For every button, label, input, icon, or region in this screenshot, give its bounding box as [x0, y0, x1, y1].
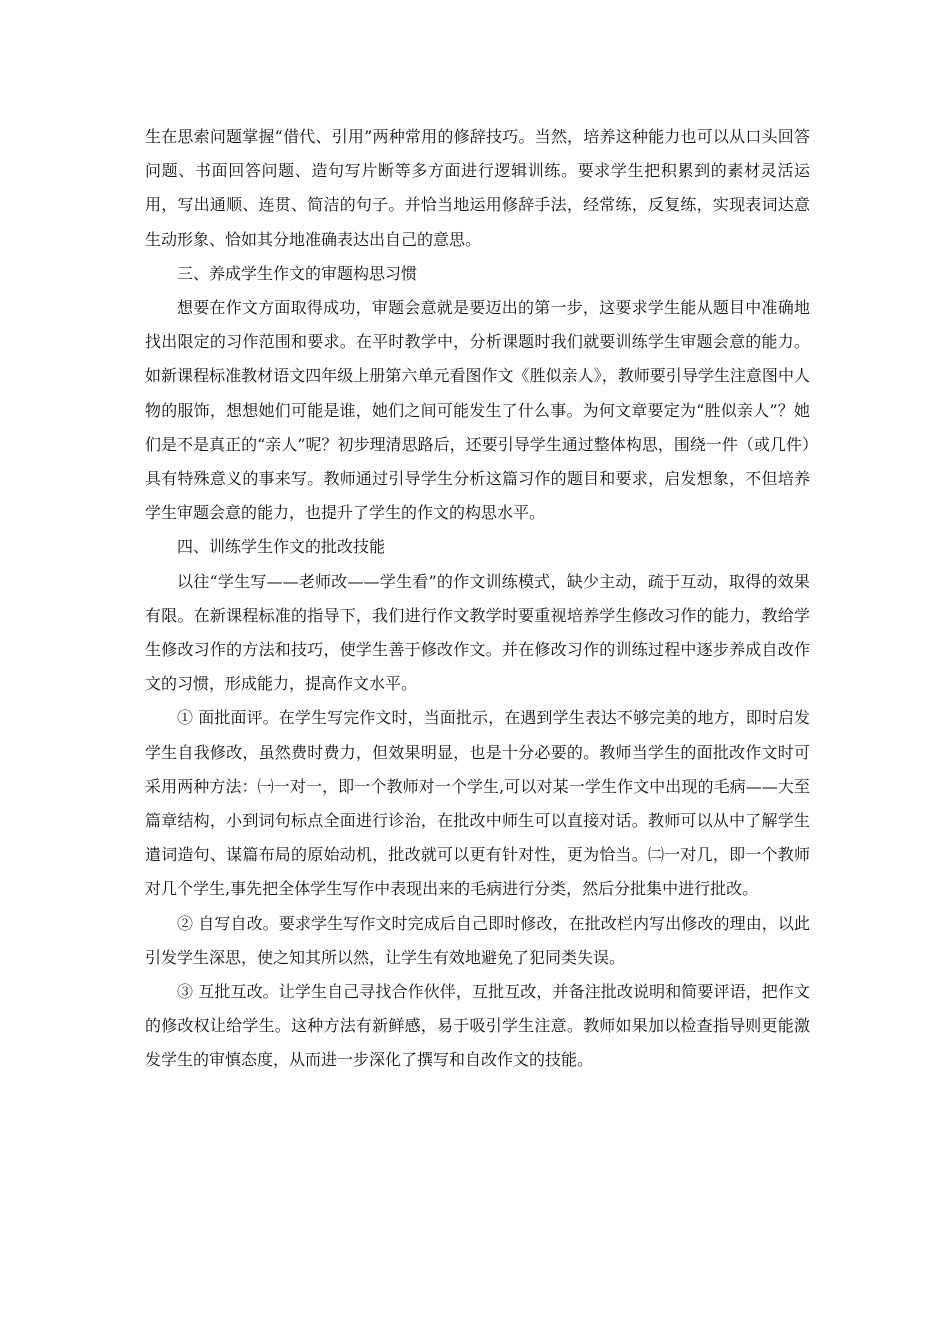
paragraph-face-to-face-review: ① 面批面评。在学生写完作文时，当面批示，在遇到学生表达不够完美的地方，即时启发学生自我修改，虽然费时费力，但效果明显，也是十分必要的。教师当学生的面批改作文时可采用两种方法：㈠一对一，即一个教师对一个学生,可以对某一学生作文中出现的毛病——大至篇章结构，小到词句标点全面进行诊治，在批改中师生可以直接对话。教师可以从中了解学生遣词造句、谋篇布局的原始动机，批改就可以更有针对性，更为恰当。㈡一对几，即一个教师对几个学生,事先把全体学生写作中表现出来的毛病进行分类，然后分批集中进行批改。	[145, 708, 810, 899]
paragraph-rhetoric-continuation: 生在思索问题掌握“借代、引用”两种常用的修辞技巧。当然，培养这种能力也可以从口头回答问题、书面回答问题、造句写片断等多方面进行逻辑训练。要求学生把积累到的素材灵活运用，写出通顺、连贯、简洁的句子。并恰当地运用修辞手法，经常练，反复练，实现表词达意生动形象、恰如其分地准确表达出自己的意思。	[145, 127, 810, 249]
paragraph-revision-intro: 以往“学生写——老师改——学生看”的作文训练模式，缺少主动，疏于互动，取得的效果有限。在新课程标准的指导下，我们进行作文教学时要重视培养学生修改习作的能力，教给学生修改习作的方法和技巧，使学生善于修改作文。并在修改习作的训练过程中逐步养成自改作文的习惯，形成能力，提高作文水平。	[145, 571, 810, 694]
section-heading-3: 三、养成学生作文的审题构思习惯	[177, 263, 418, 283]
paragraph-topic-review: 想要在作文方面取得成功，审题会意就是要迈出的第一步，这要求学生能从题目中准确地找出限定的习作范围和要求。在平时教学中，分析课题时我们就要训练学生审题会意的能力。如新课程标准教材语文四年级上册第六单元看图作文《胜似亲人》，教师要引导学生注意图中人物的服饰，想想她们可能是谁，她们之间可能发生了什么事。为何文章要定为“胜似亲人”？她们是不是真正的“亲人”呢？初步理清思路后，还要引导学生通过整体构思，围绕一件（或几件）具有特殊意义的事来写。教师通过引导学生分析这篇习作的题目和要求，启发想象，不但培养学生审题会意的能力，也提升了学生的作文的构思水平。	[145, 298, 810, 523]
document-page	[145, 120, 810, 1078]
paragraph-self-revision: ② 自写自改。要求学生写作文时完成后自己即时修改，在批改栏内写出修改的理由，以此引发学生深思，使之知其所以然，让学生有效地避免了犯同类失误。	[145, 913, 810, 967]
paragraph-peer-revision: ③ 互批互改。让学生自己寻找合作伙伴，互批互改，并备注批改说明和简要评语，把作文的修改权让给学生。这种方法有新鲜感，易于吸引学生注意。教师如果加以检查指导则更能激发学生的审慎态度，从而进一步深化了撰写和自改作文的技能。	[145, 982, 810, 1070]
section-heading-4: 四、训练学生作文的批改技能	[177, 537, 386, 557]
